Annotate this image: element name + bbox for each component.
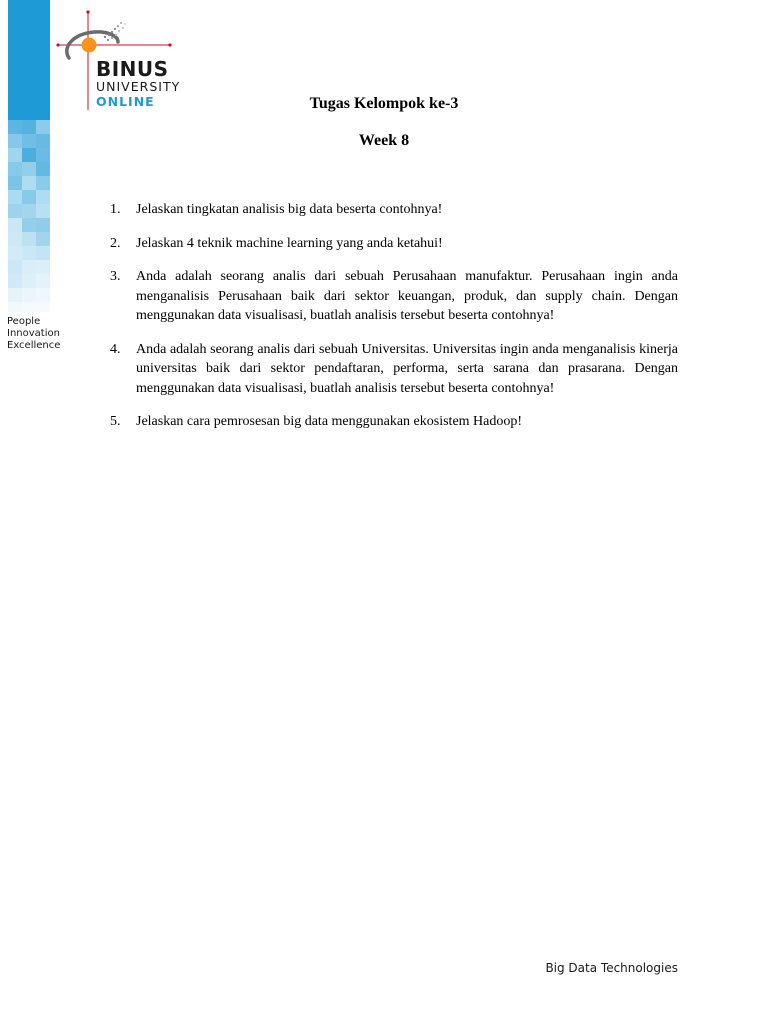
- task-number: 5.: [110, 414, 121, 429]
- task-number: 1.: [110, 202, 121, 217]
- task-item: [110, 340, 678, 399]
- task-text: Jelaskan cara pemrosesan big data menggunakan ekosistem Hadoop!: [136, 414, 523, 429]
- band-pixel-square: [36, 218, 50, 232]
- band-pixel-square: [36, 204, 50, 218]
- task-text: Anda adalah seorang analis dari sebuah Perusahaan manufaktur. Perusahaan ingin anda menganalisis Perusahaan baik dari sektor keuangan, produk, dan supply chain. Dengan menggunakan data visualisasi, buatlah analisis tersebut beserta contohnya!: [136, 269, 678, 323]
- band-pixel-square: [22, 288, 36, 302]
- band-pixel-square: [22, 204, 36, 218]
- logo-university-text: UNIVERSITY: [96, 79, 181, 94]
- decorative-side-band: [8, 0, 50, 312]
- task-text: Anda adalah seorang analis dari sebuah Universitas. Universitas ingin anda menganalisis kinerja universitas baik dari sektor pendaftaran, performa, serta sarana dan prasarana. Dengan menggunakan data visualisasi, buatlah analisis tersebut beserta contohnya!: [136, 341, 678, 396]
- band-pixel-square: [22, 246, 36, 260]
- page-footer: Big Data Technologies: [545, 961, 678, 975]
- logo-binus-text: BINUS: [96, 57, 169, 81]
- band-pixel-square: [8, 134, 22, 148]
- band-pixel-square: [22, 218, 36, 232]
- band-pixel-square: [8, 260, 22, 274]
- band-pixel-square: [22, 120, 36, 134]
- band-pixel-square: [8, 190, 22, 204]
- document-title: Tugas Kelompok ke-3: [309, 95, 459, 112]
- band-pixel-square: [22, 260, 36, 274]
- band-pixel-square: [22, 148, 36, 162]
- task-item: [110, 267, 678, 326]
- band-pixel-square: [36, 134, 50, 148]
- binus-logo: [56, 10, 196, 114]
- tagline-line: Excellence: [7, 340, 61, 351]
- task-text: Jelaskan tingkatan analisis big data beserta contohnya!: [136, 202, 443, 217]
- tagline-line: Innovation: [7, 328, 60, 339]
- band-pixel-square: [36, 148, 50, 162]
- band-pixel-square: [22, 302, 36, 312]
- band-pixel-square: [22, 190, 36, 204]
- band-pixel-square: [36, 232, 50, 246]
- task-number: 3.: [110, 269, 121, 284]
- logo-online-text: ONLINE: [96, 94, 155, 109]
- band-pixel-square: [36, 302, 50, 312]
- band-pixel-square: [36, 260, 50, 274]
- band-pixel-square: [8, 204, 22, 218]
- band-solid-block: [8, 0, 50, 120]
- band-pixel-square: [36, 162, 50, 176]
- band-pixel-square: [22, 134, 36, 148]
- band-pixel-square: [8, 288, 22, 302]
- band-pixel-square: [8, 274, 22, 288]
- task-text: Jelaskan 4 teknik machine learning yang anda ketahui!: [136, 235, 443, 251]
- band-pixel-square: [8, 120, 22, 134]
- band-pixel-square: [36, 120, 50, 134]
- tagline-line: People: [7, 316, 41, 327]
- band-pixel-square: [22, 232, 36, 246]
- task-item: [110, 234, 678, 254]
- band-pixel-square: [22, 176, 36, 190]
- band-pixel-square: [36, 274, 50, 288]
- band-pixel-square: [36, 176, 50, 190]
- band-pixel-square: [22, 162, 36, 176]
- document-subtitle: Week 8: [358, 132, 410, 149]
- band-pixel-square: [8, 232, 22, 246]
- task-item: [110, 412, 678, 432]
- band-pixel-square: [8, 218, 22, 232]
- task-item: [110, 200, 678, 220]
- band-pixel-square: [36, 288, 50, 302]
- band-pixel-square: [8, 148, 22, 162]
- task-list: [110, 200, 678, 446]
- task-number: 4.: [110, 341, 121, 357]
- band-pixel-square: [36, 246, 50, 260]
- band-pixel-square: [22, 274, 36, 288]
- tagline: [7, 316, 60, 352]
- band-pixel-square: [8, 302, 22, 312]
- task-number: 2.: [110, 235, 121, 251]
- band-pixel-square: [8, 176, 22, 190]
- band-pixel-square: [8, 246, 22, 260]
- band-pixel-square: [36, 190, 50, 204]
- band-pixel-square: [8, 162, 22, 176]
